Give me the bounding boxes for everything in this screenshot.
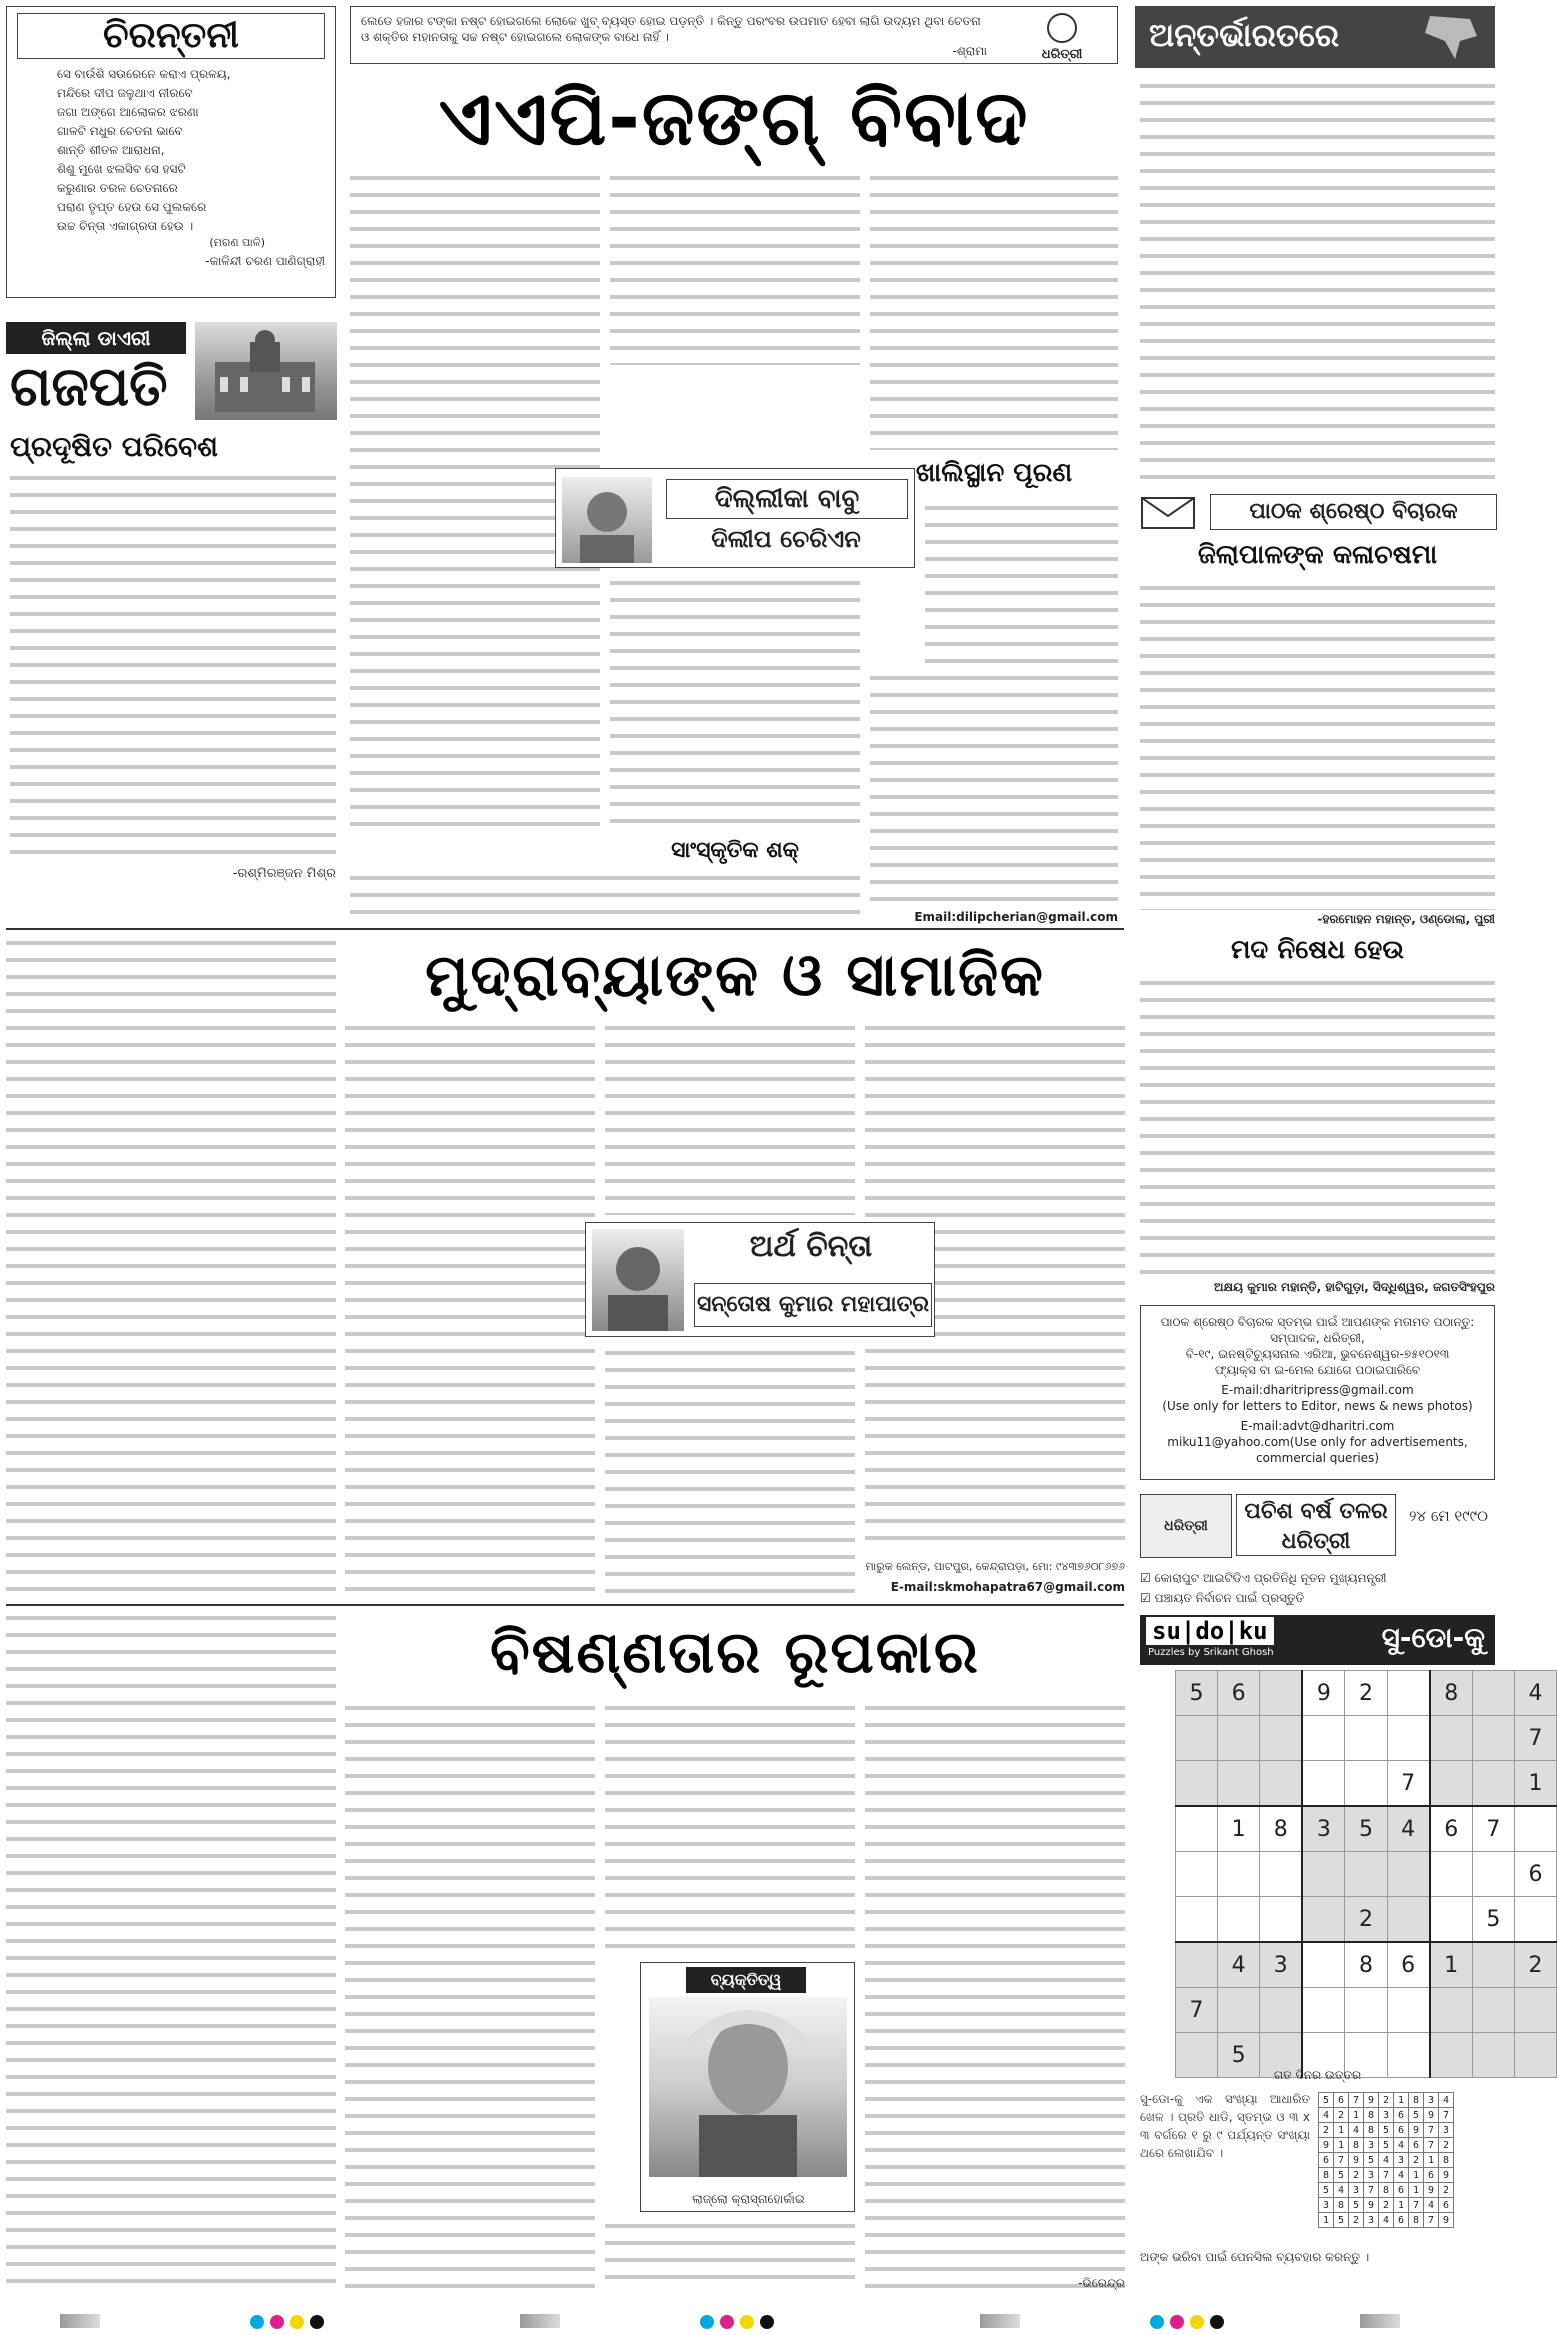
artha-chinta-box bbox=[585, 1222, 935, 1337]
solution-cell: 5 bbox=[1364, 2153, 1379, 2168]
sudoku-cell[interactable] bbox=[1345, 1988, 1387, 2033]
sudoku-cell[interactable] bbox=[1387, 1897, 1430, 1943]
solution-cell: 4 bbox=[1439, 2093, 1454, 2108]
artha-chinta-title: ଅର୍ଥ ଚିନ୍ତା bbox=[749, 1229, 873, 1264]
sudoku-cell[interactable] bbox=[1514, 2033, 1556, 2078]
sudoku-cell[interactable]: 5 bbox=[1176, 1671, 1218, 1716]
chirantani-box bbox=[6, 6, 336, 298]
solution-cell: 1 bbox=[1334, 2138, 1349, 2153]
solution-cell: 6 bbox=[1439, 2198, 1454, 2213]
sudoku-cell[interactable] bbox=[1302, 1988, 1345, 2033]
pollution-body bbox=[10, 470, 336, 865]
solution-cell: 5 bbox=[1319, 2183, 1334, 2198]
cmyk-dots-mark bbox=[700, 2314, 780, 2333]
bisha-col-2 bbox=[345, 1700, 595, 2290]
email-advt[interactable]: E-mail:advt@dharitri.com bbox=[1240, 1419, 1395, 1433]
cultural-body bbox=[350, 870, 860, 920]
address-line: ଫ୍ୟାକ୍ସ ବା ଇ-ମେଲ ଯୋଗେ ପଠାଇପାରିବେ bbox=[1214, 1363, 1421, 1377]
sudoku-cell[interactable]: 4 bbox=[1514, 1671, 1556, 1716]
solution-cell: 5 bbox=[1379, 2123, 1394, 2138]
bisha-col-3 bbox=[605, 1700, 855, 1955]
footer-note: ଅଙ୍କ ଭରିବା ପାଇଁ ପେନସିଲ ବ୍ୟବହାର କରନ୍ତୁ । bbox=[1140, 2250, 1370, 2264]
sudoku-cell[interactable] bbox=[1218, 1852, 1260, 1897]
history-item: ☑ ପଞ୍ଚାୟତ ନିର୍ବାଚନ ପାଇଁ ପ୍ରସ୍ତୁତି bbox=[1140, 1591, 1305, 1605]
solution-cell: 3 bbox=[1379, 2108, 1394, 2123]
bisha-col-1 bbox=[6, 1610, 336, 2290]
check-icon: ☑ bbox=[1140, 1571, 1155, 1585]
poem-line: ଉଚ୍ଚ ଚିନ୍ତା ଏକାଗ୍ରତା ହେଉ । bbox=[57, 219, 194, 233]
sudoku-cell[interactable] bbox=[1387, 1716, 1430, 1761]
sudoku-cell[interactable] bbox=[1218, 1716, 1260, 1761]
solution-cell: 9 bbox=[1439, 2168, 1454, 2183]
solution-cell: 3 bbox=[1424, 2093, 1439, 2108]
solution-cell: 2 bbox=[1349, 2168, 1364, 2183]
columnist-photo bbox=[562, 477, 652, 563]
cmyk-dots-mark bbox=[250, 2314, 330, 2333]
sudoku-cell[interactable]: 1 bbox=[1514, 1761, 1556, 1807]
sudoku-cell[interactable]: 5 bbox=[1472, 1897, 1514, 1943]
poem-line: ଶାନ୍ତି ଶୀତଳ ଆରାଧନା, bbox=[57, 143, 165, 157]
solution-cell: 4 bbox=[1424, 2198, 1439, 2213]
check-icon: ☑ bbox=[1140, 1591, 1155, 1605]
quote-box bbox=[350, 6, 1118, 64]
envelope-icon bbox=[1140, 496, 1196, 530]
history-item: ☑ କୋରାପୁଟ ଆଇଟିଡିଏ ପ୍ରତିନିଧି ନୂତନ ମୁଖ୍ୟମନ୍ତ୍ରୀ bbox=[1140, 1571, 1387, 1585]
antarbharat-banner bbox=[1135, 6, 1495, 68]
india-map-icon bbox=[1415, 11, 1485, 63]
address-lines bbox=[1151, 1330, 1484, 1378]
gray-bar-mark bbox=[60, 2314, 100, 2328]
cultural-subhead: ସାଂସ୍କୃତିକ ଶକ୍ bbox=[671, 838, 799, 863]
mudra-byline: ମାରୁକ ଲେନ୍ଡ, ପାଟପୁର, କେନ୍ଦ୍ରାପଡ଼ା, ମୋ: ୯୪୩୭୬୦୮୬୭୬ bbox=[865, 1560, 1125, 1573]
reader-section-title: ପାଠକ ଶ୍ରେଷ୍ଠ ବିଚାରକ bbox=[1210, 494, 1497, 530]
sudoku-cell[interactable]: 7 bbox=[1387, 1761, 1430, 1807]
solution-cell: 1 bbox=[1409, 2168, 1424, 2183]
aap-col-3b bbox=[870, 670, 1118, 905]
solution-cell: 8 bbox=[1364, 2108, 1379, 2123]
poem-author: -କାଳିନ୍ଦୀ ଚରଣ ପାଣିଗ୍ରାହୀ bbox=[205, 254, 325, 268]
mudra-col-2 bbox=[345, 1020, 595, 1600]
solution-cell: 4 bbox=[1394, 2168, 1409, 2183]
email-editor[interactable]: E-mail:dharitripress@gmail.com bbox=[1221, 1383, 1414, 1397]
solution-cell: 5 bbox=[1319, 2093, 1334, 2108]
krasznahorkai-photo bbox=[649, 1997, 847, 2177]
sudoku-cell[interactable] bbox=[1260, 1761, 1303, 1807]
solution-cell: 3 bbox=[1439, 2123, 1454, 2138]
sudoku-cell[interactable] bbox=[1430, 1988, 1473, 2033]
sudoku-grid[interactable] bbox=[1175, 1670, 1557, 2078]
solution-cell: 7 bbox=[1424, 2123, 1439, 2138]
solution-cell: 7 bbox=[1424, 2138, 1439, 2153]
sudoku-cell[interactable] bbox=[1430, 1897, 1473, 1943]
sudoku-cell[interactable] bbox=[1430, 1761, 1473, 1807]
solution-cell: 9 bbox=[1424, 2108, 1439, 2123]
aap-col-2 bbox=[610, 170, 860, 365]
sudoku-cell[interactable] bbox=[1260, 1671, 1303, 1716]
sudoku-cell[interactable] bbox=[1387, 1988, 1430, 2033]
reader-heading-2: ମଦ ନିଷେଧ ହେଉ bbox=[1230, 935, 1404, 965]
sudoku-cell[interactable]: 4 bbox=[1218, 1942, 1260, 1988]
solution-cell: 6 bbox=[1394, 2108, 1409, 2123]
solution-cell: 4 bbox=[1319, 2108, 1334, 2123]
solution-cell: 8 bbox=[1364, 2123, 1379, 2138]
sudoku-cell[interactable]: 6 bbox=[1387, 1942, 1430, 1988]
sudoku-cell[interactable] bbox=[1514, 1988, 1556, 2033]
solution-cell: 1 bbox=[1424, 2153, 1439, 2168]
sudoku-cell[interactable]: 6 bbox=[1430, 1806, 1473, 1852]
antarbharat-title: ଅନ୍ତର୍ଭାରତରେ bbox=[1149, 16, 1339, 54]
mudra-headline: ମୁଦ୍ରାବ୍ୟାଙ୍କ ଓ ସାମାଜିକ bbox=[425, 941, 1045, 1009]
poem-note: (ମରଣ ପାଳି) bbox=[209, 236, 265, 249]
poem-line: ମନ୍ଦିରେ ଦୀପ ଜଳୁଥାଏ ନୀରବେ bbox=[57, 86, 193, 100]
color-dot bbox=[1170, 2315, 1184, 2329]
sudoku-solution-grid bbox=[1318, 2092, 1454, 2228]
solution-cell: 4 bbox=[1379, 2153, 1394, 2168]
print-registration-marks bbox=[0, 2310, 1500, 2334]
sudoku-cell[interactable]: 5 bbox=[1345, 1806, 1387, 1852]
section-divider-2 bbox=[6, 1604, 1124, 1606]
history-date: ୨୪ ମେ ୧୯୯୦ bbox=[1409, 1507, 1488, 1525]
sudoku-cell[interactable] bbox=[1260, 1897, 1303, 1943]
sudoku-cell[interactable] bbox=[1514, 1806, 1556, 1852]
history-label: ପଚିଶ ବର୍ଷ ତଳର ଧରିତ୍ରୀ bbox=[1236, 1494, 1396, 1556]
solution-cell: 9 bbox=[1409, 2123, 1424, 2138]
solution-cell: 2 bbox=[1319, 2123, 1334, 2138]
column-author: ଦିଲୀପ ଚେରିଏନ bbox=[711, 525, 861, 553]
sudoku-cell[interactable] bbox=[1176, 1852, 1218, 1897]
solution-cell: 7 bbox=[1349, 2093, 1364, 2108]
sudoku-rules: ସୁ-ଡୋ-କୁ ଏକ ସଂଖ୍ୟା ଆଧାରିତ ଖେଳ । ପ୍ରତି ଧାଡି, ସ୍ତମ୍ଭ ଓ ୩ x ୩ ବର୍ଗରେ ୧ ରୁ ୯ ପର୍ଯ୍ୟନ୍ତ ସଂଖ୍ୟା ଥରେ ଲେଖାଯିବ । bbox=[1140, 2092, 1310, 2160]
solution-cell: 7 bbox=[1439, 2108, 1454, 2123]
solution-cell: 7 bbox=[1424, 2213, 1439, 2228]
color-dot bbox=[1150, 2315, 1164, 2329]
color-dot bbox=[700, 2315, 714, 2329]
solution-cell: 2 bbox=[1409, 2153, 1424, 2168]
solution-cell: 9 bbox=[1364, 2198, 1379, 2213]
quote-author: -ଶ୍ରାମା bbox=[952, 44, 987, 58]
solution-cell: 8 bbox=[1439, 2153, 1454, 2168]
address-line: ବି-୧୯, ଇନଷ୍ଟିଚ୍ୟୁସନାଲ ଏରିଆ, ଭୁବନେଶ୍ୱର-୭୫୧୦୧୩ bbox=[1185, 1347, 1450, 1361]
palace-photo bbox=[195, 322, 337, 420]
address-intro: ପାଠକ ଶ୍ରେଷ୍ଠ ବିଚାରକ ସ୍ତମ୍ଭ ପାଇଁ ଆପଣଙ୍କ ମତାମତ ପଠାନ୍ତୁ: bbox=[1160, 1315, 1475, 1329]
sudoku-cell[interactable]: 7 bbox=[1176, 1988, 1218, 2033]
sudoku-cell[interactable] bbox=[1302, 1897, 1345, 1943]
bisha-author: -ଭିରେନ୍ଦ୍ର bbox=[1077, 2276, 1125, 2290]
solution-cell: 3 bbox=[1364, 2213, 1379, 2228]
sudoku-cell[interactable]: 2 bbox=[1514, 1942, 1556, 1988]
solution-cell: 2 bbox=[1349, 2213, 1364, 2228]
solution-cell: 3 bbox=[1364, 2138, 1379, 2153]
solution-cell: 5 bbox=[1409, 2108, 1424, 2123]
vyaktitva-label: ବ୍ୟକ୍ତିତ୍ୱ bbox=[686, 1967, 806, 1993]
color-dot bbox=[290, 2315, 304, 2329]
color-dot bbox=[740, 2315, 754, 2329]
solution-cell: 8 bbox=[1409, 2213, 1424, 2228]
solution-cell: 1 bbox=[1394, 2093, 1409, 2108]
sudoku-cell[interactable] bbox=[1302, 1761, 1345, 1807]
sudoku-cell[interactable]: 1 bbox=[1430, 1942, 1473, 1988]
author-portrait-icon bbox=[649, 1997, 847, 2177]
solution-cell: 2 bbox=[1439, 2138, 1454, 2153]
solution-cell: 9 bbox=[1439, 2213, 1454, 2228]
solution-cell: 6 bbox=[1394, 2123, 1409, 2138]
mudra-col-1 bbox=[6, 935, 336, 1600]
address-line: ସମ୍ପାଦକ, ଧରିତ୍ରୀ, bbox=[1270, 1331, 1365, 1345]
column-title: ଦିଲ୍ଲୀକା ବାବୁ bbox=[666, 479, 908, 519]
sudoku-cell[interactable] bbox=[1176, 1942, 1218, 1988]
columnist-portrait-icon bbox=[562, 477, 652, 563]
solution-cell: 4 bbox=[1349, 2123, 1364, 2138]
solution-cell: 7 bbox=[1409, 2198, 1424, 2213]
solution-cell: 9 bbox=[1319, 2138, 1334, 2153]
solution-cell: 8 bbox=[1334, 2198, 1349, 2213]
solution-cell: 6 bbox=[1319, 2153, 1334, 2168]
mudra-email: E-mail:skmohapatra67@gmail.com bbox=[890, 1580, 1125, 1594]
sudoku-cell[interactable] bbox=[1387, 1852, 1430, 1897]
sudoku-cell[interactable] bbox=[1260, 1988, 1303, 2033]
author-photo bbox=[592, 1229, 684, 1331]
vyaktitva-photo-box bbox=[640, 1962, 855, 2212]
chirantani-title: ଚିରନ୍ତନୀ bbox=[17, 13, 325, 59]
solution-cell: 3 bbox=[1349, 2183, 1364, 2198]
sudoku-solution bbox=[1318, 2092, 1493, 2228]
mudra-author: ସନ୍ତୋଷ କୁମାର ମହାପାତ୍ର bbox=[694, 1283, 932, 1327]
solution-cell: 8 bbox=[1319, 2168, 1334, 2183]
sudoku-credit: Puzzles by Srikant Ghosh bbox=[1148, 1647, 1274, 1658]
poem-line: ସେ ବାଉଁଶି ସଉରେନେ କରାଏ ପ୍ରଳୟ, bbox=[57, 67, 231, 81]
author-portrait-icon bbox=[592, 1229, 684, 1331]
sudoku-cell[interactable] bbox=[1218, 1897, 1260, 1943]
history-items bbox=[1140, 1568, 1495, 1608]
color-dot bbox=[720, 2315, 734, 2329]
solution-cell: 1 bbox=[1349, 2108, 1364, 2123]
solution-cell: 1 bbox=[1409, 2183, 1424, 2198]
sudoku-cell[interactable] bbox=[1472, 1942, 1514, 1988]
sudoku-cell[interactable]: 4 bbox=[1387, 1806, 1430, 1852]
solution-cell: 9 bbox=[1424, 2183, 1439, 2198]
poem-line: ଶିଶୁ ମୁଖେ ଝଲସିବ ସେ ହସଟି bbox=[57, 162, 186, 176]
sudoku-cell[interactable] bbox=[1345, 1716, 1387, 1761]
reader-signoff-1: -ହରମୋହନ ମହାନ୍ତ, ଓଣ୍ଡୋଲା, ପୁରୀ bbox=[1317, 912, 1495, 926]
color-dot bbox=[310, 2315, 324, 2329]
solution-cell: 2 bbox=[1379, 2093, 1394, 2108]
pollution-author: -ରଶ୍ମିରଞ୍ଜନ ମିଶ୍ର bbox=[232, 866, 336, 881]
sudoku-cell[interactable]: 9 bbox=[1302, 1671, 1345, 1716]
solution-cell: 6 bbox=[1424, 2168, 1439, 2183]
solution-cell: 6 bbox=[1409, 2138, 1424, 2153]
sudoku-cell[interactable]: 2 bbox=[1345, 1671, 1387, 1716]
sudoku-cell[interactable] bbox=[1345, 1852, 1387, 1897]
solution-cell: 9 bbox=[1349, 2153, 1364, 2168]
quote-text: ଲେଡେ ହଜାର ଟଙ୍କା ନଷ୍ଟ ହୋଇଗଲେ ଲୋକେ ଖୁବ୍ ବ୍ୟସ୍ତ ହୋଇ ପଡ଼ନ୍ତି । କିନ୍ତୁ ପରଂବର ଉପମାତ ହେବା ଲାଗି ଉଦ୍ୟମ ଥିବା ଚେତନା ଓ ଶକ୍ତିର ମହାନତାକୁ ସଚ୍ଚ ନଷ୍ଟ ହୋଇଗଲେ ଲୋକଙ୍କ ବାଧେ ନାହିଁ । bbox=[361, 14, 981, 44]
mudra-col-3 bbox=[605, 1020, 855, 1215]
solution-cell: 6 bbox=[1334, 2093, 1349, 2108]
history-logo: ଧରିତ୍ରୀ bbox=[1140, 1494, 1232, 1558]
sudoku-cell[interactable] bbox=[1176, 1806, 1218, 1852]
sudoku-cell[interactable]: 3 bbox=[1260, 1942, 1303, 1988]
solution-cell: 4 bbox=[1394, 2138, 1409, 2153]
sudoku-cell[interactable] bbox=[1218, 1761, 1260, 1807]
solution-cell: 6 bbox=[1394, 2213, 1409, 2228]
gray-bar-mark bbox=[1360, 2314, 1400, 2328]
antarbharat-body bbox=[1140, 78, 1495, 488]
cmyk-dots-mark bbox=[1150, 2314, 1230, 2333]
dilip-email: Email:dilipcherian@gmail.com bbox=[914, 910, 1118, 924]
solution-cell: 1 bbox=[1334, 2123, 1349, 2138]
solution-cell: 7 bbox=[1334, 2153, 1349, 2168]
poem-line: ଗାଳଟି ମଧୁର ଚେତନା ଭାବେ bbox=[57, 124, 183, 138]
color-dot bbox=[760, 2315, 774, 2329]
solution-cell: 5 bbox=[1349, 2198, 1364, 2213]
history-box bbox=[1140, 1490, 1495, 1562]
solution-cell: 2 bbox=[1334, 2108, 1349, 2123]
sudoku-cell[interactable] bbox=[1472, 1761, 1514, 1807]
sudoku-brand: su|do|ku bbox=[1146, 1617, 1274, 1645]
sudoku-cell[interactable] bbox=[1472, 1988, 1514, 2033]
sudoku-header bbox=[1140, 1615, 1495, 1665]
email-commercial[interactable]: miku11@yahoo.com(Use only for advertisements, commercial queries) bbox=[1167, 1435, 1468, 1465]
solution-cell: 3 bbox=[1319, 2198, 1334, 2213]
solution-cell: 7 bbox=[1364, 2183, 1379, 2198]
sudoku-cell[interactable]: 5 bbox=[1218, 2033, 1260, 2078]
color-dot bbox=[270, 2315, 284, 2329]
sudoku-cell[interactable] bbox=[1176, 1761, 1218, 1807]
address-box bbox=[1140, 1305, 1495, 1480]
solution-cell: 3 bbox=[1364, 2168, 1379, 2183]
khalistan-body bbox=[925, 500, 1118, 665]
jilla-diary-label: ଜିଲ୍ଲା ଡାଏରୀ bbox=[6, 322, 186, 354]
solution-cell: 8 bbox=[1349, 2138, 1364, 2153]
sudoku-cell[interactable] bbox=[1472, 1852, 1514, 1897]
sudoku-cell[interactable] bbox=[1302, 1716, 1345, 1761]
dharitri-emblem-icon bbox=[1047, 13, 1077, 43]
sudoku-cell[interactable] bbox=[1345, 1761, 1387, 1807]
sudoku-cell[interactable]: 8 bbox=[1260, 1806, 1303, 1852]
photo-caption: ଲାଜ୍‌ଲୋ କ୍ରାସ୍ନାହୋର୍କାଇ bbox=[692, 2192, 805, 2206]
sudoku-cell[interactable]: 6 bbox=[1514, 1852, 1556, 1897]
sudoku-cell[interactable] bbox=[1472, 1671, 1514, 1716]
gray-bar-mark bbox=[980, 2314, 1020, 2328]
sudoku-cell[interactable] bbox=[1260, 1852, 1303, 1897]
dilli-babu-column-box bbox=[555, 468, 915, 568]
sudoku-answer-note: ଗତ ଦିନର ଉତ୍ତର bbox=[1273, 2068, 1362, 2082]
gray-bar-mark bbox=[520, 2314, 560, 2328]
sudoku-cell[interactable] bbox=[1514, 1897, 1556, 1943]
sudoku-cell[interactable] bbox=[1218, 1988, 1260, 2033]
district-name: ଗଜପତି bbox=[10, 355, 168, 418]
color-dot bbox=[1210, 2315, 1224, 2329]
reader-section-banner bbox=[1140, 494, 1495, 532]
aap-col-2b bbox=[610, 575, 860, 830]
sudoku-cell[interactable] bbox=[1302, 1852, 1345, 1897]
sudoku-cell[interactable] bbox=[1260, 1716, 1303, 1761]
reader-heading-1: ଜିଲାପାଳଙ୍କ କଳାଚଷମା bbox=[1197, 540, 1438, 570]
poem-line: ପରାଣ ତୃପ୍ତ ହେଉ ସେ ପୁଲକରେ bbox=[57, 200, 207, 214]
sudoku-board bbox=[1175, 1670, 1557, 2078]
pollution-heading: ପ୍ରଦୂଷିତ ପରିବେଶ bbox=[10, 430, 218, 463]
sudoku-cell[interactable] bbox=[1302, 1942, 1345, 1988]
sudoku-cell[interactable]: 8 bbox=[1430, 1671, 1473, 1716]
solution-cell: 4 bbox=[1379, 2213, 1394, 2228]
solution-cell: 1 bbox=[1394, 2198, 1409, 2213]
aap-jung-headline: ଏଏପି-ଜଙ୍ଗ୍ ବିବାଦ bbox=[438, 73, 1030, 162]
khalistan-subhead: ଖାଲିସ୍ଥାନ ପୂରଣ bbox=[915, 458, 1073, 488]
poem-line: କରୁଣାର ତରଳ ଚେତନାରେ bbox=[57, 181, 178, 195]
email-editor-note: (Use only for letters to Editor, news & news photos) bbox=[1162, 1399, 1473, 1413]
solution-cell: 9 bbox=[1364, 2093, 1379, 2108]
reader-body-1 bbox=[1140, 580, 1495, 910]
poem-line: ଜଗା ଅଙ୍ଗେ ଆଲୋକର ଝରଣା bbox=[57, 105, 199, 119]
sudoku-cell[interactable]: 7 bbox=[1514, 1716, 1556, 1761]
sudoku-cell[interactable]: 6 bbox=[1218, 1671, 1260, 1716]
section-divider-1 bbox=[6, 928, 1124, 930]
poem bbox=[17, 65, 325, 236]
bisha-col-4 bbox=[865, 1700, 1125, 2290]
sudoku-cell[interactable]: 3 bbox=[1302, 1806, 1345, 1852]
solution-cell: 5 bbox=[1379, 2138, 1394, 2153]
sudoku-cell[interactable]: 8 bbox=[1345, 1942, 1387, 1988]
sudoku-cell[interactable] bbox=[1176, 1716, 1218, 1761]
solution-cell: 5 bbox=[1334, 2213, 1349, 2228]
solution-cell: 5 bbox=[1334, 2168, 1349, 2183]
sudoku-title: ସୁ-ଡୋ-କୁ bbox=[1381, 1621, 1485, 1654]
solution-cell: 6 bbox=[1394, 2183, 1409, 2198]
palace-illustration-icon bbox=[195, 322, 337, 420]
bisha-col-3b bbox=[605, 2218, 855, 2290]
aap-col-3 bbox=[870, 170, 1118, 450]
sudoku-cell[interactable] bbox=[1430, 1716, 1473, 1761]
reader-body-2 bbox=[1140, 975, 1495, 1275]
solution-cell: 2 bbox=[1379, 2198, 1394, 2213]
sudoku-cell[interactable]: 7 bbox=[1472, 1806, 1514, 1852]
solution-cell: 8 bbox=[1379, 2183, 1394, 2198]
sudoku-cell[interactable]: 1 bbox=[1218, 1806, 1260, 1852]
solution-cell: 1 bbox=[1319, 2213, 1334, 2228]
solution-cell: 4 bbox=[1334, 2183, 1349, 2198]
masthead-logo: ଧରିତ୍ରୀ bbox=[1017, 13, 1107, 62]
sudoku-cell[interactable] bbox=[1430, 1852, 1473, 1897]
reader-signoff-2: ଅକ୍ଷୟ କୁମାର ମହାନ୍ତି, ହାଟିଗୁଡ଼ା, ସିଦ୍ଧିଶ୍ୱର, ଜଗତସିଂହପୁର bbox=[1213, 1280, 1495, 1294]
solution-cell: 3 bbox=[1394, 2153, 1409, 2168]
color-dot bbox=[250, 2315, 264, 2329]
sudoku-cell[interactable]: 2 bbox=[1345, 1897, 1387, 1943]
solution-cell: 7 bbox=[1379, 2168, 1394, 2183]
solution-cell: 2 bbox=[1439, 2183, 1454, 2198]
sudoku-cell[interactable] bbox=[1387, 1671, 1430, 1716]
sudoku-cell[interactable] bbox=[1176, 1897, 1218, 1943]
solution-cell: 8 bbox=[1409, 2093, 1424, 2108]
bisha-headline: ବିଷଣ୍ଣତାର ରୂପକାର bbox=[490, 1618, 980, 1686]
color-dot bbox=[1190, 2315, 1204, 2329]
sudoku-cell[interactable] bbox=[1472, 1716, 1514, 1761]
